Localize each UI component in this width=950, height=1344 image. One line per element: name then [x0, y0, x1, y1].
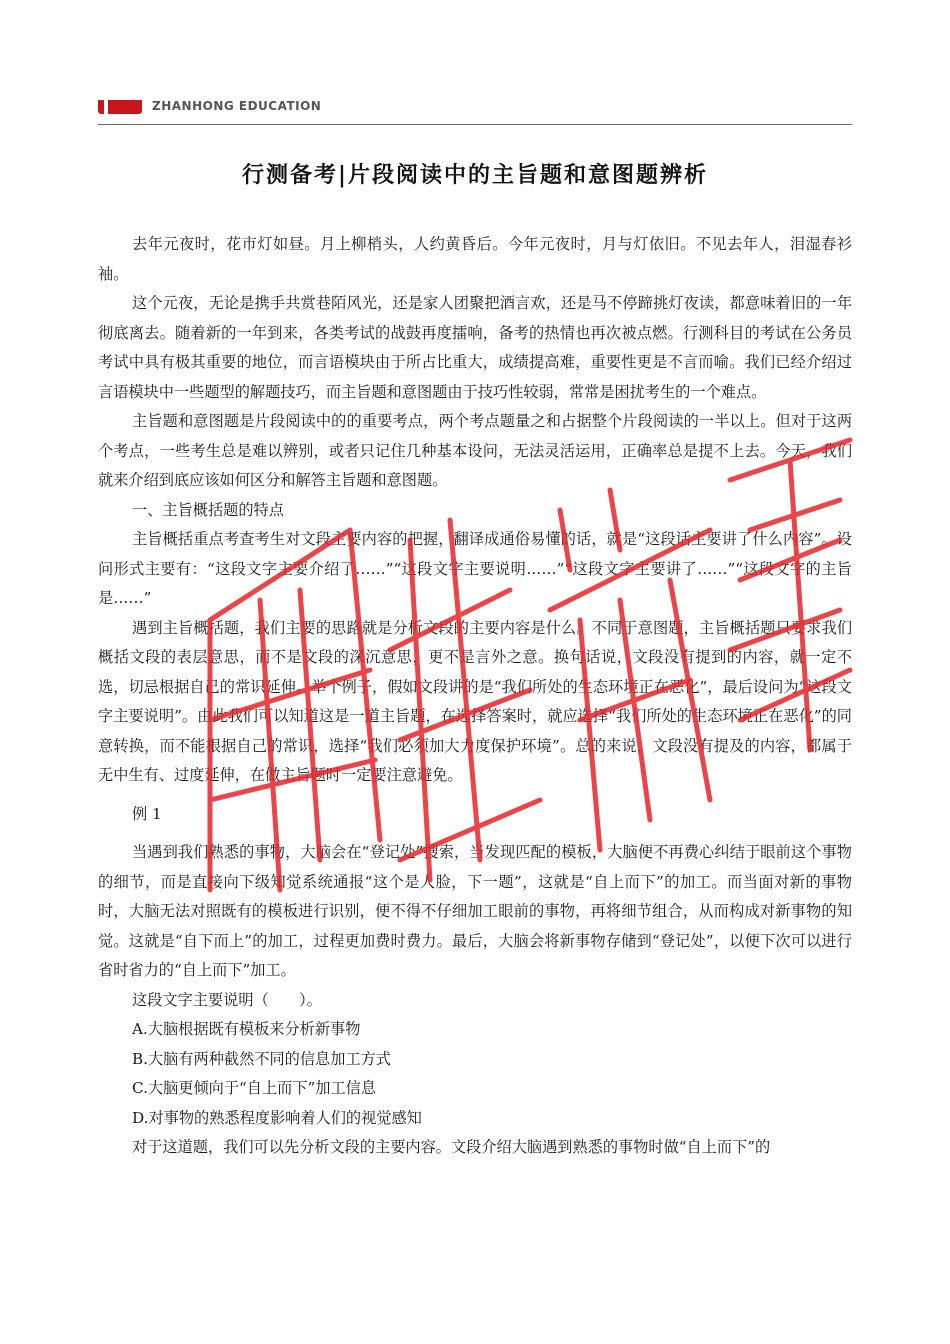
option-b: B.大脑有两种截然不同的信息加工方式 [132, 1049, 391, 1068]
example-question: 这段文字主要说明（ ）。 [132, 990, 322, 1009]
document-title: 行测备考|片段阅读中的主旨题和意图题辨析 [241, 162, 708, 188]
example-label: 例 1 [132, 804, 162, 823]
page-header [98, 96, 852, 126]
option-a: A.大脑根据既有模板来分析新事物 [132, 1020, 361, 1038]
example-passage: 当遇到我们熟悉的事物，大脑会在“登记处”搜索，当发现匹配的模板，大脑便不再费心纠结于眼前这个事物的细节，而是直接向下级知觉系统通报“这个是人脸，下一题”，这就是“自上而下”的加工。而当面对新的事物时，大脑无法对照既有的模板进行识别，便不得不仔细加工眼前的事物，再将细节组合，从而构成对新事物的知觉。这就是“自下而上”的加工，过程更加费时费力。最后，大脑会将新事物存储到“登记处”，以便下次可以进行省时省力的“自上而下”加工。 [98, 843, 852, 979]
paragraph-5: 遇到主旨概括题，我们主要的思路就是分析文段的主要内容是什么。不同于意图题，主旨概括题只要求我们概括文段的表层意思，而不是文段的深沉意思，更不是言外之意。换句话说，文段没有提到的内容，就一定不选，切忌根据自己的常识延伸。举个例子，假如文段讲的是“我们所处的生态环境正在恶化”，最后设问为“这段文字主要说明”。由此我们可以知道这是一道主旨题，在选择答案时，就应选择“我们所处的生态环境正在恶化”的同意转换，而不能根据自己的常识，选择“我们必须加大力度保护环境”。总的来说，文段没有提及的内容，都属于无中生有、过度延伸，在做主旨题时一定要注意避免。 [98, 618, 852, 784]
paragraph-1: 去年元夜时，花市灯如昼。月上柳梢头，人约黄昏后。今年元夜时，月与灯依旧。不见去年人，泪湿春衫袖。 [98, 235, 852, 283]
paragraph-4: 主旨概括重点考查考生对文段主要内容的把握，翻译成通俗易懂的话，就是“这段话主要讲了什么内容”。设问形式主要有：“这段文字主要介绍了……”“这段文字主要说明……”“这段文字主要讲了……”“这段文字的主旨是……” [98, 530, 852, 607]
section-heading: 一、主旨概括题的特点 [132, 500, 284, 519]
paragraph-3: 主旨题和意图题是片段阅读中的的重要考点，两个考点题量之和占据整个片段阅读的一半以上。但对于这两个考点，一些考生总是难以辨别，或者只记住几种基本设问，无法灵活运用，正确率总是提不上去。今天，我们就来介绍到底应该如何区分和解答主旨题和意图题。 [98, 412, 852, 489]
header-divider [98, 124, 852, 125]
brand-logo-icon [98, 100, 142, 114]
document-body [98, 230, 852, 1163]
option-c: C.大脑更倾向于“自上而下”加工信息 [132, 1079, 377, 1097]
analysis-paragraph: 对于这道题，我们可以先分析文段的主要内容。文段介绍大脑遇到熟悉的事物时做“自上而下”的 [132, 1138, 771, 1156]
option-d: D.对事物的熟悉程度影响着人们的视觉感知 [132, 1108, 422, 1127]
brand-name: ZHANHONG EDUCATION [152, 99, 322, 113]
paragraph-2: 这个元夜，无论是携手共赏巷陌风光，还是家人团聚把酒言欢，还是马不停蹄挑灯夜读，都意味着旧的一年彻底离去。随着新的一年到来，各类考试的战鼓再度擂响，备考的热情也再次被点燃。行测科目的考试在公务员考试中具有极其重要的地位，而言语模块由于所占比重大，成绩提高难，重要性更是不言而喻。我们已经介绍过言语模块中一些题型的解题技巧，而主旨题和意图题由于技巧性较弱，常常是困扰考生的一个难点。 [98, 294, 852, 401]
